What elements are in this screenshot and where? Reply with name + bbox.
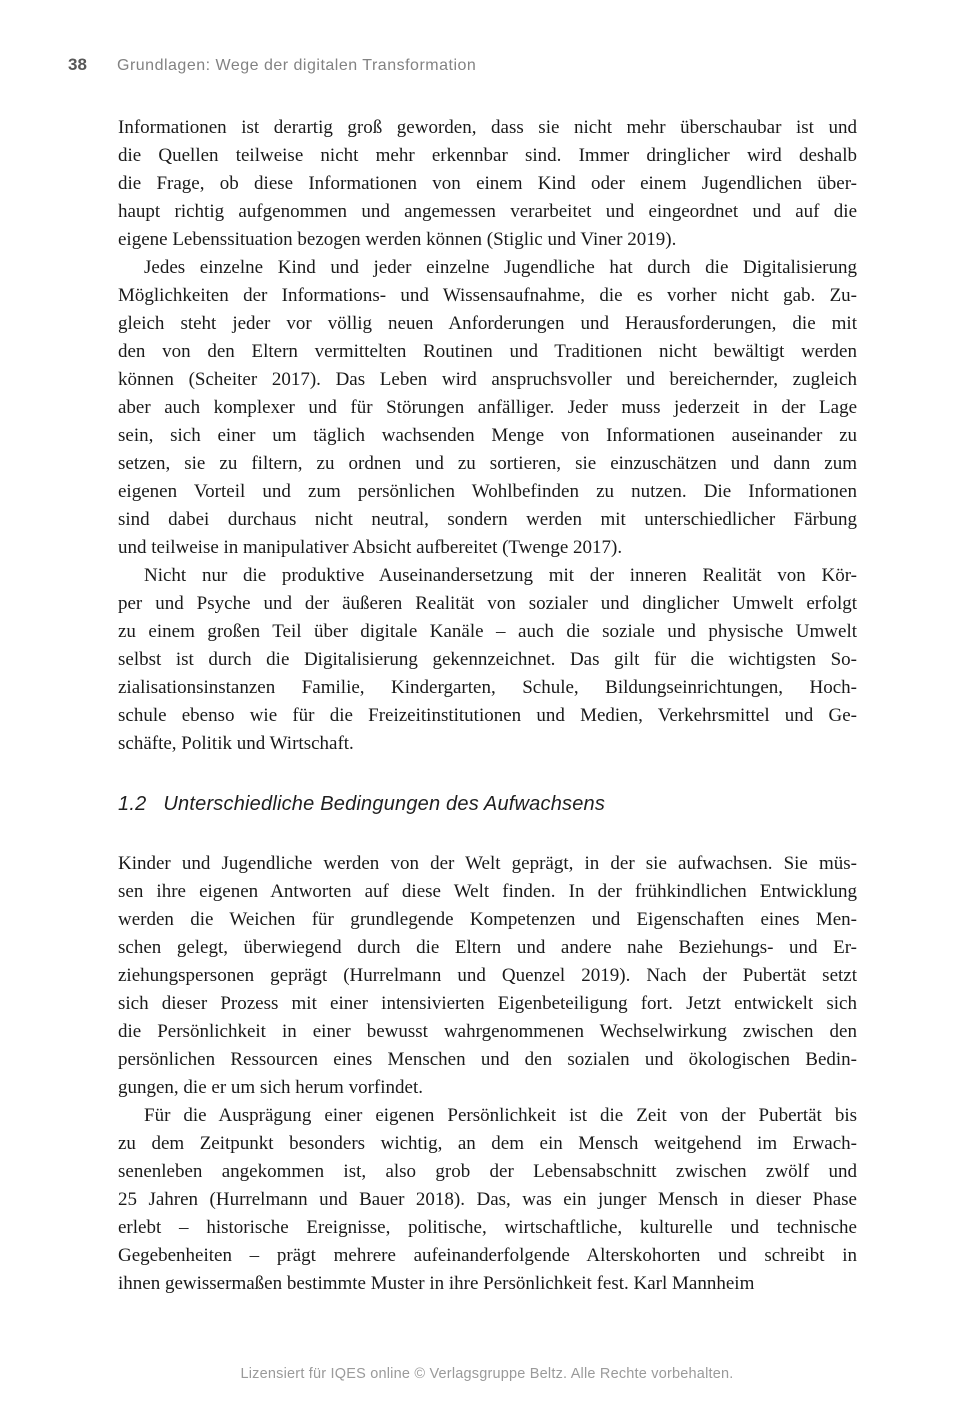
text-line: gleich steht jeder vor völlig neuen Anforderungen und Herausforderungen, die mit bbox=[118, 313, 857, 334]
text-line: aber auch komplexer und für Störungen anfälliger. Jeder muss jederzeit in der Lage bbox=[118, 397, 857, 418]
text-line: ihnen gewissermaßen bestimmte Muster in ihre Persönlichkeit fest. Karl Mannheim bbox=[118, 1273, 755, 1294]
section-heading-title: Unterschiedliche Bedingungen des Aufwachsens bbox=[163, 793, 606, 815]
page-body bbox=[118, 114, 857, 1298]
text-line: ziehungspersonen geprägt (Hurrelmann und Quenzel 2019). Nach der Pubertät setzt bbox=[118, 965, 857, 986]
text-line: Nicht nur die produktive Auseinandersetzung mit der inneren Realität von Kör- bbox=[144, 565, 857, 586]
paragraph bbox=[118, 114, 857, 254]
text-line: setzen, sie zu filtern, zu ordnen und zu sortieren, sie einzuschätzen und dann zum bbox=[118, 453, 857, 474]
text-line: Jedes einzelne Kind und jeder einzelne Jugendliche hat durch die Digitalisierung bbox=[144, 257, 857, 278]
text-line: persönlichen Ressourcen eines Menschen und den sozialen und ökologischen Bedin- bbox=[118, 1049, 857, 1070]
text-line: zu einem großen Teil über digitale Kanäle – auch die soziale und physische Umwelt bbox=[118, 621, 857, 642]
text-line: schen gelegt, überwiegend durch die Eltern und andere nahe Beziehungs- und Er- bbox=[118, 937, 857, 958]
page-header bbox=[68, 55, 906, 79]
paragraph bbox=[118, 254, 857, 562]
text-line: den von den Eltern vermittelten Routinen und Traditionen nicht bewältigt werden bbox=[118, 341, 857, 362]
text-line: schule ebenso wie für die Freizeitinstitutionen und Medien, Verkehrsmittel und Ge- bbox=[118, 705, 857, 726]
page-footer bbox=[0, 1366, 974, 1382]
section-heading bbox=[118, 790, 857, 818]
text-line: können (Scheiter 2017). Das Leben wird anspruchsvoller und bereichernder, zugleich bbox=[118, 369, 857, 390]
text-line: Gegebenheiten – prägt mehrere aufeinanderfolgende Alterskohorten und schreibt in bbox=[118, 1245, 857, 1266]
text-line: Möglichkeiten der Informations- und Wissensaufnahme, die es vorher nicht gab. Zu- bbox=[118, 285, 857, 306]
text-line: werden die Weichen für grundlegende Kompetenzen und Eigenschaften eines Men- bbox=[118, 909, 857, 930]
text-line: eigenen Vorteil und zum persönlichen Wohlbefinden zu nutzen. Die Informationen bbox=[118, 481, 857, 502]
text-line: schäfte, Politik und Wirtschaft. bbox=[118, 733, 354, 754]
text-line: und teilweise in manipulativer Absicht aufbereitet (Twenge 2017). bbox=[118, 537, 623, 558]
paragraph bbox=[118, 562, 857, 758]
license-text: Lizensiert für IQES online © Verlagsgruppe Beltz. Alle Rechte vorbehalten. bbox=[240, 1366, 734, 1382]
text-line: zu dem Zeitpunkt besonders wichtig, an dem ein Mensch weitgehend im Erwach- bbox=[118, 1133, 857, 1154]
text-line: Informationen ist derartig groß geworden, dass sie nicht mehr überschaubar ist und bbox=[118, 117, 857, 138]
text-line: zialisationsinstanzen Familie, Kindergarten, Schule, Bildungseinrichtungen, Hoch- bbox=[118, 677, 857, 698]
page-number: 38 bbox=[68, 55, 87, 74]
text-line: erlebt – historische Ereignisse, politische, wirtschaftliche, kulturelle und technische bbox=[118, 1217, 857, 1238]
text-line: gungen, die er um sich herum vorfindet. bbox=[118, 1077, 423, 1098]
paragraph bbox=[118, 1102, 857, 1298]
text-line: sen ihre eigenen Antworten auf diese Welt finden. In der frühkindlichen Entwicklung bbox=[118, 881, 857, 902]
text-line: per und Psyche und der äußeren Realität von sozialer und dinglicher Umwelt erfolgt bbox=[118, 593, 857, 614]
text-line: Für die Ausprägung einer eigenen Persönlichkeit ist die Zeit von der Pubertät bis bbox=[144, 1105, 857, 1126]
text-line: sind dabei durchaus nicht neutral, sondern werden mit unterschiedlicher Färbung bbox=[118, 509, 857, 530]
text-line: selbst ist durch die Digitalisierung gekennzeichnet. Das gilt für die wichtigsten So- bbox=[118, 649, 857, 670]
text-line: haupt richtig aufgenommen und angemessen verarbeitet und eingeordnet und auf die bbox=[118, 201, 857, 222]
text-line: die Quellen teilweise nicht mehr erkennbar sind. Immer dringlicher wird deshalb bbox=[118, 145, 857, 166]
text-line: Kinder und Jugendliche werden von der Welt geprägt, in der sie aufwachsen. Sie müs- bbox=[118, 853, 857, 874]
paragraph bbox=[118, 850, 857, 1102]
text-line: 25 Jahren (Hurrelmann und Bauer 2018). Das, was ein junger Mensch in dieser Phase bbox=[118, 1189, 857, 1210]
text-line: sich dieser Prozess mit einer intensivierten Eigenbeteiligung fort. Jetzt entwickelt sich bbox=[118, 993, 857, 1014]
running-head: Grundlagen: Wege der digitalen Transformation bbox=[117, 57, 477, 74]
text-line: eigene Lebenssituation bezogen werden können (Stiglic und Viner 2019). bbox=[118, 229, 677, 250]
section-heading-number: 1.2 bbox=[118, 793, 147, 815]
text-line: senenleben angekommen ist, also grob der Lebensabschnitt zwischen zwölf und bbox=[118, 1161, 857, 1182]
text-line: die Frage, ob diese Informationen von einem Kind oder einem Jugendlichen über- bbox=[118, 173, 857, 194]
text-line: die Persönlichkeit in einer bewusst wahrgenommenen Wechselwirkung zwischen den bbox=[118, 1021, 857, 1042]
text-line: sein, sich einer um täglich wachsenden Menge von Informationen auseinander zu bbox=[118, 425, 857, 446]
